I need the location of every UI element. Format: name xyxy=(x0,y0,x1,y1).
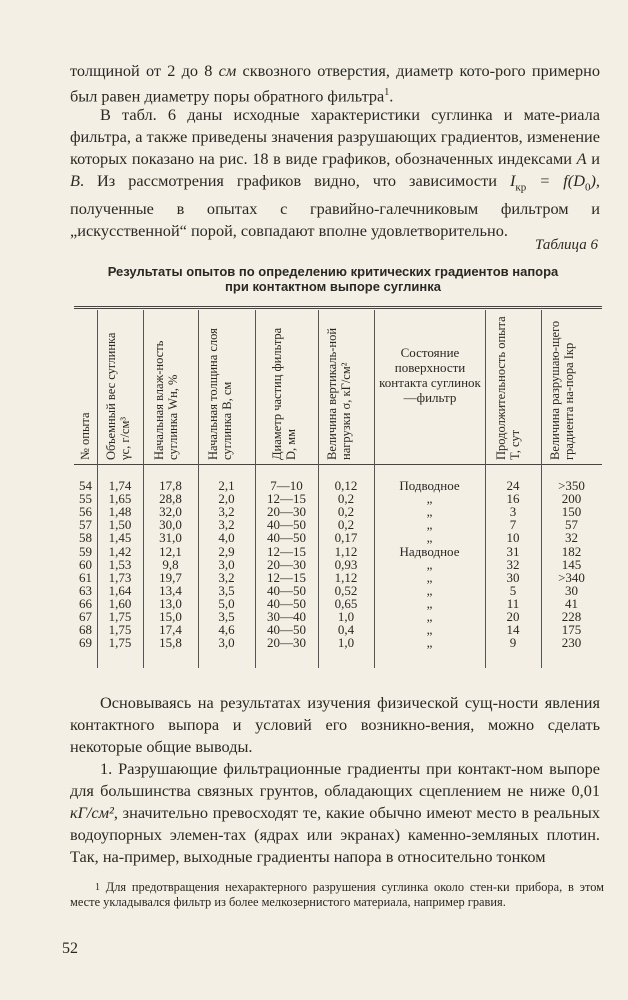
table-cell-w: 30,0 xyxy=(159,517,182,533)
table-cell-b: 3,0 xyxy=(218,635,235,651)
table-cell-n: 57 xyxy=(79,517,92,533)
table-row xyxy=(74,584,602,597)
header-density: Объемный вес суглинка γс, г/см³ xyxy=(104,332,132,460)
table-row xyxy=(74,531,602,544)
table-cell-i: 57 xyxy=(565,517,578,533)
table-cell-g: 1,75 xyxy=(108,635,132,651)
table-cell-s: 0,52 xyxy=(334,582,358,598)
table-cell-d: 12—15 xyxy=(267,491,306,507)
table-cell-d: 12—15 xyxy=(267,569,306,585)
table-cell-t: 16 xyxy=(506,491,520,507)
table-cell-w: 13,0 xyxy=(159,595,182,611)
table-cell-n: 59 xyxy=(79,543,92,559)
conclusion-point-1: 1. Разрушающие фильтрационные градиенты при контакт-ном выпоре для большинства связных грунтов, обладающих сцеплением не ниже 0,01 кГ/см², значительно превосходят те, какие обычно имеют место в реальных водоупорных элемен-тах (ядрах или экранах) каменно-земляных плотин. Так, на-пример, выходные градиенты напора в относительно тонком xyxy=(70,759,600,866)
table-cell-b: 4,6 xyxy=(218,622,235,638)
table-cell-i: 182 xyxy=(561,543,582,559)
table-cell-s: 0,2 xyxy=(337,491,355,507)
table-cell-w: 32,0 xyxy=(159,504,182,520)
table-cell-w: 12,1 xyxy=(159,543,182,559)
table-cell-st: „ xyxy=(426,635,433,651)
table-cell-b: 3,2 xyxy=(218,504,235,520)
table-cell-g: 1,50 xyxy=(108,517,132,533)
table-cell-d: 40—50 xyxy=(267,582,306,598)
table-cell-s: 1,12 xyxy=(334,543,358,559)
table-cell-w: 17,4 xyxy=(159,622,182,638)
table-cell-b: 3,0 xyxy=(218,556,235,572)
table-cell-g: 1,42 xyxy=(108,543,132,559)
table-cell-g: 1,75 xyxy=(108,609,132,624)
table-cell-i: >340 xyxy=(558,569,585,585)
table-cell-t: 30 xyxy=(506,569,520,585)
table-cell-t: 11 xyxy=(506,595,520,611)
table-cell-d: 40—50 xyxy=(267,517,306,533)
table-cell-b: 5,0 xyxy=(218,595,235,611)
table-cell-g: 1,45 xyxy=(108,530,132,546)
table-cell-d: 20—30 xyxy=(267,504,306,520)
table-cell-i: 175 xyxy=(561,622,582,638)
footnote: 1 Для предотвращения нехарактерного разрушения суглинка около стен-ки прибора, в этом месте укладывался фильтр из более мелкозернистого материала, например гравия. xyxy=(70,880,604,909)
table-cell-n: 54 xyxy=(79,478,92,493)
table-cell-n: 61 xyxy=(79,569,92,585)
table-cell-d: 12—15 xyxy=(267,543,306,559)
table-cell-s: 0,65 xyxy=(334,595,358,611)
table-cell-t: 5 xyxy=(509,582,517,598)
table-top-rule xyxy=(74,306,602,307)
table-cell-w: 15,0 xyxy=(159,609,182,624)
table-cell-d: 30—40 xyxy=(267,609,306,624)
table-cell-t: 24 xyxy=(506,478,520,493)
table-cell-n: 66 xyxy=(79,595,92,611)
header-thickness: Начальная толщина слоя суглинка B, см xyxy=(206,328,234,460)
header-load: Величина вертикаль-ной нагрузки σ, кГ/см² xyxy=(325,327,353,460)
table-cell-i: >350 xyxy=(558,478,585,493)
table-cell-n: 60 xyxy=(79,556,92,572)
table-cell-d: 40—50 xyxy=(267,622,306,638)
table-cell-b: 3,5 xyxy=(218,582,235,598)
table-cell-st: Подводное xyxy=(399,478,460,493)
header-duration: Продолжительность опыта T, сут xyxy=(494,316,522,460)
header-diameter: Диаметр частиц фильтра D, мм xyxy=(270,327,298,460)
table-cell-d: 20—30 xyxy=(267,635,306,651)
table-cell-d: 7—10 xyxy=(270,478,303,493)
intro-paragraph-2: В табл. 6 даны исходные характеристики суглинка и мате-риала фильтра, а также приведены значения разрушающих градиентов, изменение которых показано на рис. 18 в виде графиков, обозначенных индексами A и B. Из рассмотрения графиков видно, что зависимости $I_{кр} = f(D_0)$, полученные в опытах с гравийно-галечниковым фильтром и „искусственной“ порой, совпадают вполне удовлетворительно. xyxy=(70,105,600,241)
table-cell-st: Надводное xyxy=(399,543,460,559)
table-cell-t: 9 xyxy=(509,635,517,651)
table-cell-s: 1,0 xyxy=(337,609,355,624)
caption-line-1: Результаты опытов по определению критических градиентов напора xyxy=(107,264,559,279)
table-cell-i: 32 xyxy=(565,530,578,546)
table-cell-st: „ xyxy=(426,582,433,598)
table-row xyxy=(74,545,602,558)
table-cell-st: „ xyxy=(426,609,433,624)
table-cell-n: 69 xyxy=(79,635,92,651)
table-cell-i: 145 xyxy=(561,556,582,572)
table-cell-b: 3,2 xyxy=(218,569,235,585)
table-cell-s: 1,0 xyxy=(337,635,355,651)
table-cell-t: 20 xyxy=(506,609,520,624)
table-row xyxy=(74,558,602,571)
page-number: 52 xyxy=(62,940,78,957)
table-cell-s: 0,93 xyxy=(334,556,358,572)
table-cell-b: 2,9 xyxy=(218,543,235,559)
table-cell-b: 4,0 xyxy=(218,530,235,546)
table-cell-w: 31,0 xyxy=(159,530,182,546)
header-experiment-number: № опыта xyxy=(78,412,92,460)
table-cell-st: „ xyxy=(426,530,433,546)
table-cell-b: 2,1 xyxy=(218,478,235,493)
table-label: Таблица 6 xyxy=(535,237,598,253)
table-cell-t: 14 xyxy=(506,622,520,638)
table-cell-n: 58 xyxy=(79,530,92,546)
table-cell-st: „ xyxy=(426,595,433,611)
table-cell-b: 3,2 xyxy=(218,517,235,533)
table-cell-g: 1,64 xyxy=(108,582,132,598)
table-cell-s: 1,12 xyxy=(334,569,358,585)
table-cell-w: 19,7 xyxy=(159,569,182,585)
table-cell-i: 230 xyxy=(561,635,582,651)
table-cell-i: 150 xyxy=(561,504,582,520)
conclusion-paragraph: Основываясь на результатах изучения физической сущ-ности явления контактного выпора и условий его возникно-вения, можно сделать некоторые общие выводы. xyxy=(70,693,600,756)
table-cell-st: „ xyxy=(426,504,433,520)
table-top-rule-2 xyxy=(74,308,602,309)
table-cell-t: 32 xyxy=(506,556,520,572)
table-cell-g: 1,74 xyxy=(108,478,132,493)
table-header-rule xyxy=(74,464,602,465)
table-cell-s: 0,17 xyxy=(334,530,358,546)
table-cell-t: 31 xyxy=(506,543,520,559)
table-cell-i: 228 xyxy=(561,609,582,624)
table-cell-s: 0,2 xyxy=(337,517,355,533)
table-cell-w: 17,8 xyxy=(159,478,182,493)
header-contact-state: Состояние поверхности контакта суглинок—фильтр xyxy=(379,345,481,405)
header-gradient: Величина разрушаю-щего градиента на-пора Iкр xyxy=(548,320,576,460)
table-cell-n: 55 xyxy=(79,491,92,507)
table-cell-n: 63 xyxy=(79,582,92,598)
table-cell-i: 30 xyxy=(565,582,578,598)
table-cell-st: „ xyxy=(426,491,433,507)
table-row xyxy=(74,571,602,584)
table-cell-g: 1,53 xyxy=(108,556,132,572)
table-cell-w: 13,4 xyxy=(159,582,182,598)
table-cell-i: 41 xyxy=(565,595,578,611)
table-cell-d: 40—50 xyxy=(267,530,306,546)
table-cell-n: 68 xyxy=(79,622,92,638)
table-caption xyxy=(60,264,606,294)
table-cell-w: 9,8 xyxy=(162,556,179,572)
table-cell-n: 56 xyxy=(79,504,92,520)
intro-paragraph-1: толщиной от 2 до 8 см сквозного отверстия, диаметр кото-рого примерно был равен диаметру поры обратного фильтра$^1$. xyxy=(70,61,601,106)
table-cell-s: 0,12 xyxy=(334,478,358,493)
table-cell-st: „ xyxy=(426,517,433,533)
table-cell-d: 40—50 xyxy=(267,595,306,611)
table-cell-g: 1,65 xyxy=(108,491,132,507)
table-cell-t: 7 xyxy=(509,517,517,533)
table-cell-s: 0,4 xyxy=(337,622,355,638)
table-cell-b: 3,5 xyxy=(218,609,235,624)
table-cell-st: „ xyxy=(426,556,433,572)
table-cell-g: 1,73 xyxy=(108,569,132,585)
table-cell-s: 0,2 xyxy=(337,504,355,520)
caption-line-2: при контактном выпоре суглинка xyxy=(225,279,441,294)
table-cell-n: 67 xyxy=(79,609,92,624)
table-cell-i: 200 xyxy=(561,491,582,507)
header-moisture: Начальная влаж-ность суглинка Wн, % xyxy=(152,340,180,460)
table-cell-st: „ xyxy=(426,569,433,585)
table-row xyxy=(74,636,602,649)
table-cell-g: 1,48 xyxy=(108,504,132,520)
table-cell-g: 1,75 xyxy=(108,622,132,638)
table-cell-st: „ xyxy=(426,622,433,638)
table-cell-t: 10 xyxy=(506,530,520,546)
table-cell-w: 15,8 xyxy=(159,635,182,651)
table-cell-t: 3 xyxy=(509,504,517,520)
table-cell-w: 28,8 xyxy=(159,491,182,507)
table-cell-d: 20—30 xyxy=(267,556,306,572)
table-cell-b: 2,0 xyxy=(218,491,235,507)
table-cell-g: 1,60 xyxy=(108,595,132,611)
